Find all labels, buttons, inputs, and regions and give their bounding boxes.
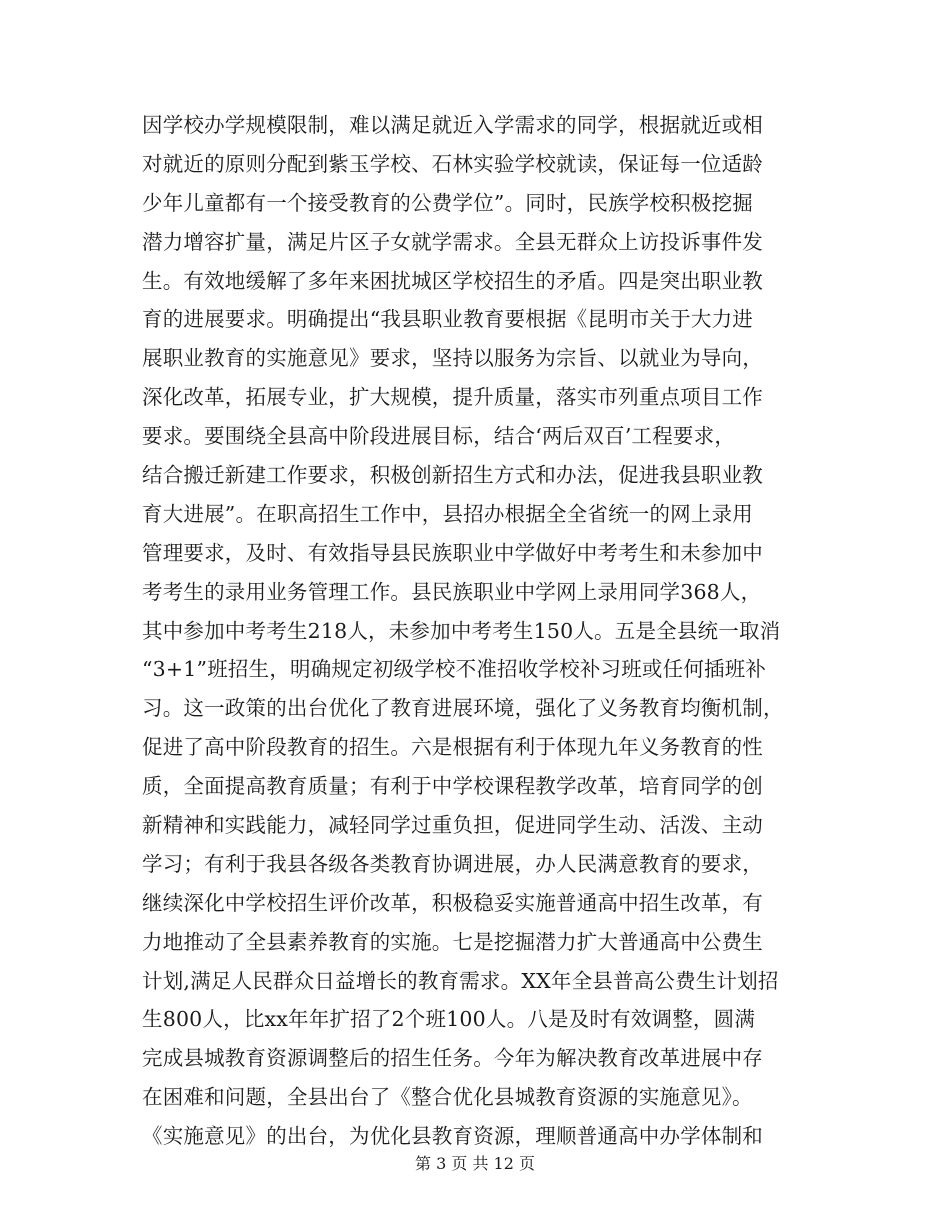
text-line: 其中参加中考考生218人，未参加中考考生150人。五是全县统一取消 [142,618,781,643]
text-line: 质，全面提高教育质量；有利于中学校课程教学改革，培育同学的创 [142,774,763,799]
text-line: 生800人，比xx年年扩招了2个班100人。八是及时有效调整，圆满 [142,1007,756,1032]
text-line: 要求。要围绕全县高中阶段进展目标，结合‘两后双百’工程要求， [142,424,736,449]
text-line: 因学校办学规模限制，难以满足就近入学需求的同学，根据就近或相 [142,113,763,137]
text-line: 考考生的录用业务管理工作。县民族职业中学网上录用同学368人， [142,579,762,604]
text-line: 新精神和实践能力，减轻同学过重负担，促进同学生动、活泼、主动 [142,813,763,838]
text-line: 《实施意见》的出台，为优化县教育资源，理顺普通高中办学体制和 [142,1124,763,1149]
text-line: 促进了高中阶段教育的招生。六是根据有利于体现九年义务教育的性 [142,735,763,760]
text-line: 深化改革，拓展专业，扩大规模，提升质量，落实市列重点项目工作 [142,385,763,410]
text-line: 少年儿童都有一个接受教育的公费学位”。同时，民族学校积极挖掘 [142,190,753,215]
text-line: 完成县城教育资源调整后的招生任务。今年为解决教育改革进展中存 [142,1046,763,1071]
text-line: 力地推动了全县素养教育的实施。七是挖掘潜力扩大普通高中公费生 [142,929,763,954]
text-line: 对就近的原则分配到紫玉学校、石林实验学校就读，保证每一位适龄 [142,151,763,176]
body-text [142,106,822,1156]
text-line: 展职业教育的实施意见》要求，坚持以服务为宗旨、以就业为导向， [142,346,763,371]
text-line: 管理要求，及时、有效指导县民族职业中学做好中考考生和未参加中 [142,540,763,565]
text-line: 育大进展”。在职高招生工作中，县招办根据全全省统一的网上录用 [142,501,753,526]
text-line: 继续深化中学校招生评价改革，积极稳妥实施普通高中招生改革，有 [142,890,763,915]
text-line: 学习；有利于我县各级各类教育协调进展，办人民满意教育的要求， [142,851,763,876]
text-line: 习。这一政策的出台优化了教育进展环境，强化了义务教育均衡机制， [142,696,784,721]
text-line: “3+1”班招生，明确规定初级学校不准招收学校补习班或任何插班补 [142,657,767,682]
text-line: 潜力增容扩量，满足片区子女就学需求。全县无群众上访投诉事件发 [142,229,763,254]
page-number-footer: 第 3 页 共 12 页 [415,1154,535,1173]
text-line: 结合搬迁新建工作要求，积极创新招生方式和办法，促进我县职业教 [142,463,763,488]
text-line: 育的进展要求。明确提出“我县职业教育要根据《昆明市关于大力进 [142,307,753,332]
text-line: 生。有效地缓解了多年来困扰城区学校招生的矛盾。四是突出职业教 [142,268,763,293]
text-line: 计划,满足人民群众日益增长的教育需求。XX年全县普高公费生计划招 [142,968,779,993]
text-line: 在困难和问题，全县出台了《整合优化县城教育资源的实施意见》。 [142,1085,753,1110]
